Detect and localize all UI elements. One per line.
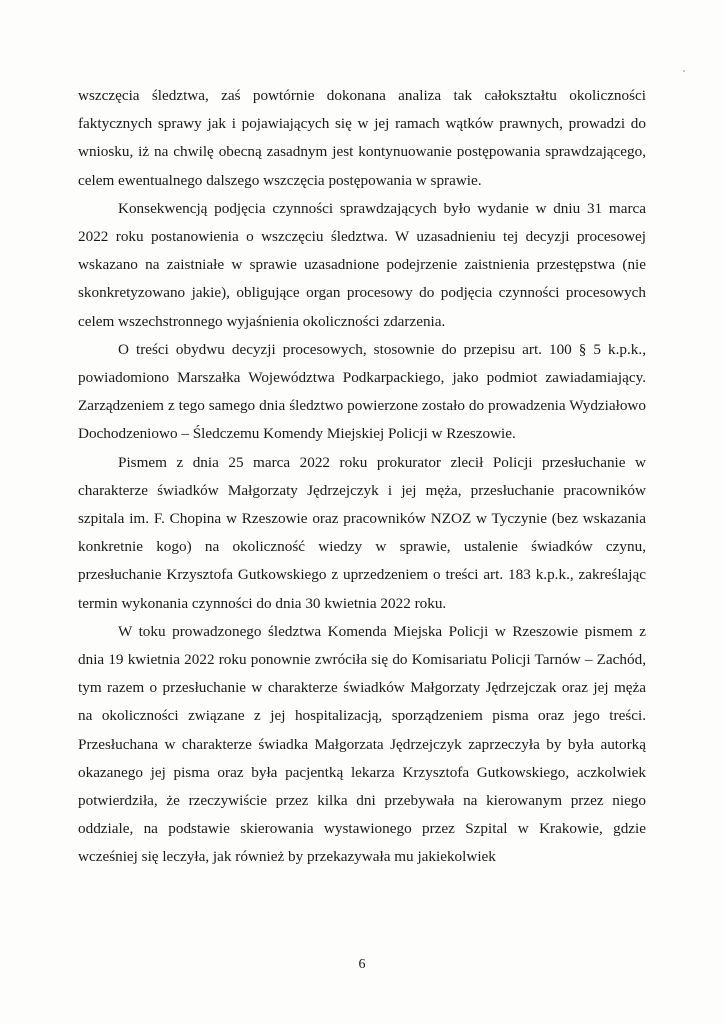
page-number: 6	[358, 957, 366, 972]
paragraph-police-commission: Pismem z dnia 25 marca 2022 roku prokurator zlecił Policji przesłuchanie w charakterze świadków Małgorzaty Jędrzejczyk i jej męża, przesłuchanie pracowników szpitala im. F. Chopina w Rzeszowie oraz pracowników NZOZ w Tyczynie (bez wskazania konkretnie kogo) na okoliczność wiedzy w sprawie, ustalenie świadków czynu, przesłuchanie Krzysztofa Gutkowskiego z uprzedzeniem o treści art. 183 k.p.k., zakreślając termin wykonania czynności do dnia 30 kwietnia 2022 roku.	[78, 453, 646, 612]
paragraph-notification: O treści obydwu decyzji procesowych, stosownie do przepisu art. 100 § 5 k.p.k., powiadomiono Marszałka Województwa Podkarpackiego, jako podmiot zawiadamiający. Zarządzeniem z tego samego dnia śledztwo powierzone zostało do prowadzenia Wydziałowo Dochodzeniowo – Śledczemu Komendy Miejskiej Policji w Rzeszowie.	[78, 340, 646, 443]
paragraph-preliminary-proceedings: Konsekwencją podjęcia czynności sprawdzających było wydanie w dniu 31 marca 2022 roku postanowienia o wszczęciu śledztwa. W uzasadnieniu tej decyzji procesowej wskazano na zaistniałe w sprawie uzasadnione podejrzenie zaistnienia przestępstwa (nie skonkretyzowano jakie), obligujące organ procesowy do podjęcia czynności procesowych celem wszechstronnego wyjaśnienia okoliczności zdarzenia.	[78, 199, 646, 330]
paragraph-investigation-course: W toku prowadzonego śledztwa Komenda Miejska Policji w Rzeszowie pismem z dnia 19 kwietnia 2022 roku ponownie zwróciła się do Komisariatu Policji Tarnów – Zachód, tym razem o przesłuchanie w charakterze świadków Małgorzaty Jędrzejczak oraz jej męża na okoliczności związane z jej hospitalizacją, sporządzeniem pisma oraz jego treści. Przesłuchana w charakterze świadka Małgorzata Jędrzejczyk zaprzeczyła by była autorką okazanego jej pisma oraz była pacjentką lekarza Krzysztofa Gutkowskiego, aczkolwiek potwierdziła, że rzeczywiście przez kilka dni przebywała na kierowanym przez niego oddziale, na podstawie skierowania wystawionego przez Szpital w Krakowie, gdzie wcześniej się leczyła, jak również by przekazywała mu jakiekolwiek	[78, 622, 646, 866]
paragraph-continuation: wszczęcia śledztwa, zaś powtórnie dokonana analiza tak całokształtu okoliczności faktycznych sprawy jak i pojawiających się w jej ramach wątków prawnych, prowadzi do wniosku, iż na chwilę obecną zasadnym jest kontynuowanie postępowania sprawdzającego, celem ewentualnego dalszego wszczęcia postępowania w sprawie.	[78, 87, 646, 189]
scan-speck	[683, 70, 685, 72]
document-body	[78, 82, 646, 872]
